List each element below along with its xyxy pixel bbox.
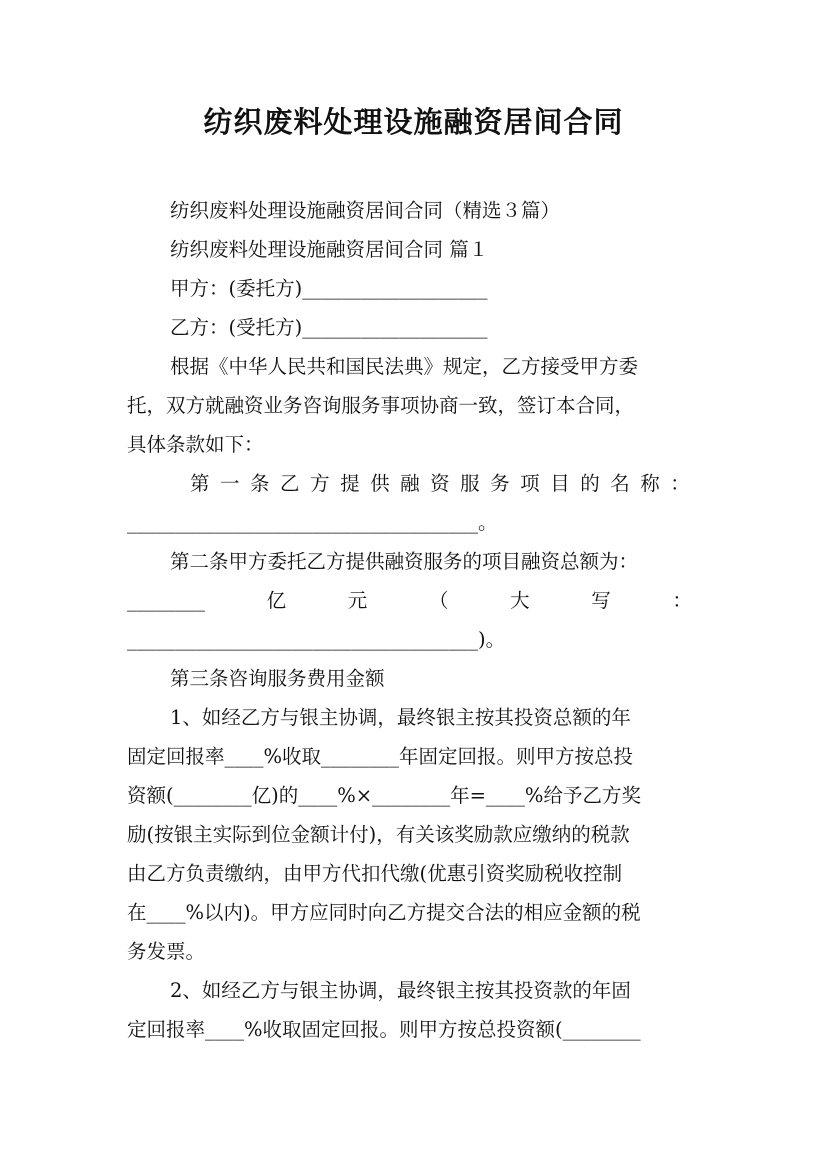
article-char: 项 — [520, 472, 540, 495]
paragraph-line: 由乙方负责缴纳，由甲方代扣代缴(优惠引资奖励税收控制 — [127, 862, 623, 885]
article-char: 资 — [430, 472, 450, 495]
article-char: 条 — [250, 472, 270, 495]
amount-text: （ — [428, 589, 449, 612]
article-char: 方 — [310, 472, 330, 495]
article-three-heading: 第三条咨询服务费用金额 — [170, 667, 385, 690]
article-char: 的 — [580, 472, 600, 495]
article-char: 服 — [460, 472, 480, 495]
paragraph-line: 2、如经乙方与银主协调，最终银主按其投资款的年固 — [170, 979, 631, 1002]
article-char: 乙 — [280, 472, 300, 495]
article-char: 第 — [190, 472, 210, 495]
paragraph-line: 务发票。 — [127, 940, 206, 963]
article-char: 名 — [610, 472, 630, 495]
party-b-line: 乙方：(受托方)___________________ — [170, 316, 488, 339]
amount-text: ： — [672, 589, 692, 612]
article-char: ： — [670, 472, 690, 495]
article-char: 目 — [550, 472, 570, 495]
paragraph-line: 资额(________亿)的____%×________年=____%给予乙方奖 — [127, 784, 641, 807]
amount-line — [127, 588, 692, 614]
party-a-line: 甲方：(委托方)___________________ — [170, 277, 488, 300]
amount-text: 亿 — [266, 589, 287, 612]
paragraph-line: 托，双方就融资业务咨询服务事项协商一致，签订本合同， — [127, 394, 635, 417]
article-char: 一 — [220, 472, 240, 495]
article-char: 融 — [400, 472, 420, 495]
document-title: 纺织废料处理设施融资居间合同 — [203, 105, 624, 139]
amount-text: 大 — [510, 589, 530, 612]
blank-line: ____________________________________。 — [127, 511, 498, 534]
paragraph-line: 定回报率____%收取固定回报。则甲方按总投资额(________ — [127, 1018, 641, 1041]
amount-text: 元 — [347, 589, 368, 612]
article-two-line: 第二条甲方委托乙方提供融资服务的项目融资总额为： — [170, 550, 639, 573]
article-char: 称 — [640, 472, 660, 495]
amount-text: 写 — [591, 589, 611, 612]
article-char: 供 — [370, 472, 390, 495]
amount-blank: ________ — [127, 589, 205, 612]
article-char: 务 — [490, 472, 510, 495]
article-one-line — [190, 471, 690, 497]
paragraph-line: 根据《中华人民共和国民法典》规定，乙方接受甲方委 — [170, 355, 639, 378]
section-heading: 纺织废料处理设施融资居间合同 篇１ — [170, 238, 489, 261]
paragraph-line: 固定回报率____%收取________年固定回报。则甲方按总投 — [127, 745, 634, 768]
paragraph-line: 具体条款如下： — [127, 433, 264, 456]
article-char: 提 — [340, 472, 360, 495]
subtitle-line: 纺织废料处理设施融资居间合同（精选３篇） — [170, 199, 561, 222]
paragraph-line: 1、如经乙方与银主协调，最终银主按其投资总额的年 — [170, 706, 631, 729]
paragraph-line: 在____%以内)。甲方应同时向乙方提交合法的相应金额的税 — [127, 901, 641, 924]
paragraph-line: 励(按银主实际到位金额计付)，有关该奖励款应缴纳的税款 — [127, 823, 630, 846]
blank-line: ____________________________________)。 — [127, 628, 506, 651]
